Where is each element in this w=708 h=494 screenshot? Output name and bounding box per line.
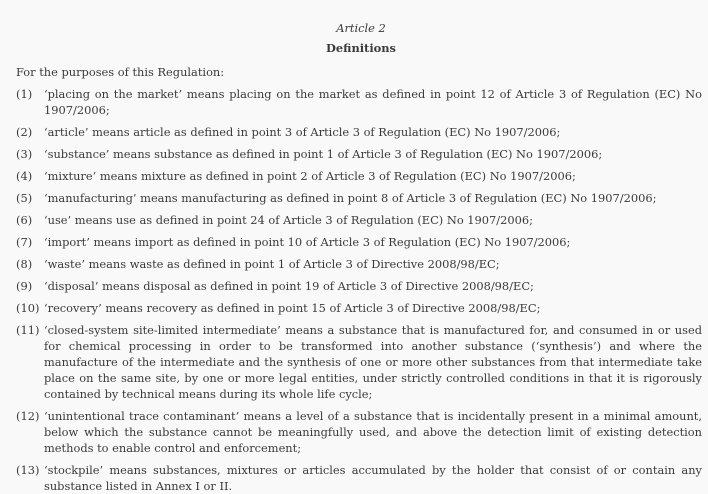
definition-item xyxy=(16,146,702,162)
definition-number: (12) xyxy=(16,409,40,423)
definition-number: (6) xyxy=(16,213,33,227)
definition-text: ‘use’ means use as defined in point 24 of Article 3 of Regulation (EC) No 1907/2006; xyxy=(44,213,533,227)
definition-text: ‘substance’ means substance as defined in point 1 of Article 3 of Regulation (EC) No 1907/2006; xyxy=(44,147,603,161)
definition-number: (7) xyxy=(16,235,33,249)
definition-text: ‘mixture’ means mixture as defined in point 2 of Article 3 of Regulation (EC) No 1907/2006; xyxy=(44,169,576,183)
definition-item xyxy=(16,278,702,294)
definition-number: (1) xyxy=(16,87,33,101)
definition-text: ‘disposal’ means disposal as defined in point 19 of Article 3 of Directive 2008/98/EC; xyxy=(44,279,534,293)
definition-text: ‘placing on the market’ means placing on the market as defined in point 12 of Article 3 of Regulation (EC) No 1907/2006; xyxy=(44,87,702,117)
definition-number: (4) xyxy=(16,169,33,183)
definition-number: (11) xyxy=(16,323,40,337)
definition-number: (2) xyxy=(16,125,33,139)
definition-text: ‘closed-system site-limited intermediate’ means a substance that is manufactured for, and consumed in or used for chemical processing in order to be transformed into another substance (‘synthesis’) and where the manufacture of the intermediate and the synthesis of one or more other substances from that intermediate take place on the same site, by one or more legal entities, under strictly controlled conditions in that it is rigorously contained by technical means during its whole life cycle; xyxy=(44,323,702,401)
definition-item xyxy=(16,300,702,316)
definition-number: (8) xyxy=(16,257,33,271)
intro-text: For the purposes of this Regulation: xyxy=(16,65,225,79)
definition-item xyxy=(16,190,702,206)
definition-text: ‘recovery’ means recovery as defined in point 15 of Article 3 of Directive 2008/98/EC; xyxy=(44,301,541,315)
definition-number: (3) xyxy=(16,147,33,161)
definition-text: ‘manufacturing’ means manufacturing as defined in point 8 of Article 3 of Regulation (EC) No 1907/2006; xyxy=(44,191,657,205)
definition-number: (5) xyxy=(16,191,33,205)
article-number: Article 2 xyxy=(336,21,386,35)
definition-text: ‘stockpile’ means substances, mixtures or articles accumulated by the holder that consist of or contain any substance listed in Annex I or II. xyxy=(44,463,702,493)
definition-item xyxy=(16,168,702,184)
definition-item xyxy=(16,256,702,272)
definition-item xyxy=(16,322,702,402)
definition-number: (13) xyxy=(16,463,40,477)
definition-item xyxy=(16,408,702,456)
definitions-list xyxy=(16,86,702,494)
definition-text: ‘article’ means article as defined in point 3 of Article 3 of Regulation (EC) No 1907/2006; xyxy=(44,125,561,139)
definition-number: (10) xyxy=(16,301,40,315)
definition-item xyxy=(16,462,702,494)
definition-item xyxy=(16,86,702,118)
article-title: Definitions xyxy=(326,41,396,55)
definition-item xyxy=(16,234,702,250)
definition-item xyxy=(16,124,702,140)
definition-text: ‘waste’ means waste as defined in point 1 of Article 3 of Directive 2008/98/EC; xyxy=(44,257,500,271)
definition-text: ‘unintentional trace contaminant’ means a level of a substance that is incidentally present in a minimal amount, below which the substance cannot be meaningfully used, and above the detection limit of existing detection methods to enable control and enforcement; xyxy=(44,409,702,455)
definition-text: ‘import’ means import as defined in point 10 of Article 3 of Regulation (EC) No 1907/2006; xyxy=(44,235,571,249)
definition-number: (9) xyxy=(16,279,33,293)
definition-item xyxy=(16,212,702,228)
